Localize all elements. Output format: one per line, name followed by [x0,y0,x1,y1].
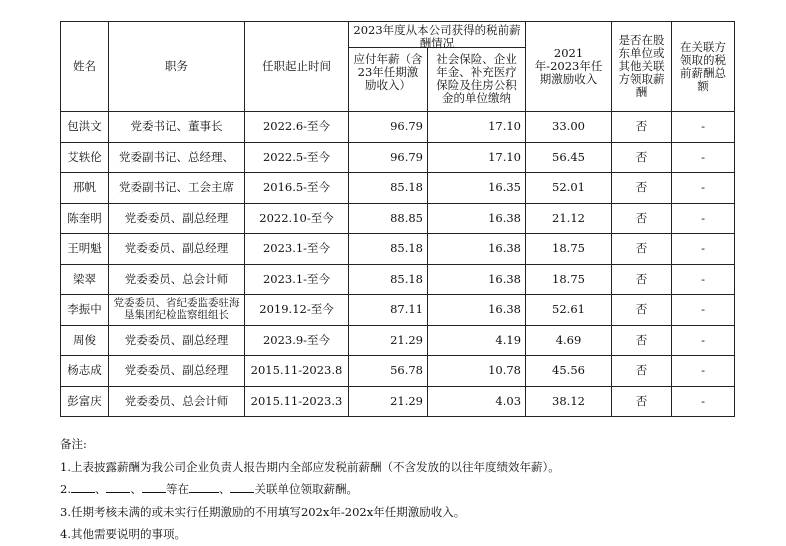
table-row [61,173,735,204]
cell-name: 周俊 [61,325,109,356]
cell-related: 否 [612,203,672,234]
cell-social: 17.10 [428,142,526,173]
header-position: 职务 [109,22,245,112]
cell-related: 否 [612,356,672,387]
blank-field [106,481,130,493]
cell-incentive: 18.75 [526,234,612,265]
cell-social: 10.78 [428,356,526,387]
cell-related-total: - [672,173,735,204]
cell-salary: 85.18 [349,234,428,265]
cell-incentive: 21.12 [526,203,612,234]
cell-position: 党委委员、副总经理 [109,356,245,387]
table-row [61,356,735,387]
header-name: 姓名 [61,22,109,112]
header-2023-group: 2023年度从本公司获得的税前薪酬情况 [349,22,526,48]
cell-salary: 56.78 [349,356,428,387]
blank-field [142,481,166,493]
cell-salary: 21.29 [349,386,428,417]
header-related: 是否在股东单位或其他关联方领取薪酬 [612,22,672,112]
cell-term: 2023.9-至今 [245,325,349,356]
table-row [61,142,735,173]
cell-social: 16.38 [428,203,526,234]
cell-incentive: 56.45 [526,142,612,173]
cell-related-total: - [672,295,735,326]
cell-term: 2022.10-至今 [245,203,349,234]
note-3: 3.任期考核未满的或未实行任期激励的不用填写202x年-202x年任期激励收入。 [60,504,466,519]
cell-related: 否 [612,142,672,173]
notes-title: 备注: [60,437,87,451]
header-related-total: 在关联方领取的税前薪酬总额 [672,22,735,112]
salary-table [60,21,735,417]
header-social: 社会保险、企业年金、补充医疗保险及住房公积金的单位缴纳 [428,48,526,112]
table-row [61,112,735,143]
cell-position: 党委委员、副总经理 [109,234,245,265]
cell-position: 党委委员、省纪委监委驻海垦集团纪检监察组组长 [109,295,245,326]
cell-related: 否 [612,173,672,204]
notes [60,433,560,546]
cell-position: 党委书记、董事长 [109,112,245,143]
cell-related: 否 [612,234,672,265]
table-header [61,22,735,112]
note-1: 1.上表披露薪酬为我公司企业负责人报告期内全部应发税前薪酬（不含发放的以往年度绩效年薪）。 [60,459,560,474]
cell-related-total: - [672,203,735,234]
cell-term: 2023.1-至今 [245,264,349,295]
table-row [61,386,735,417]
cell-name: 艾轶伦 [61,142,109,173]
cell-related-total: - [672,264,735,295]
blank-field [71,481,95,493]
cell-position: 党委委员、副总经理 [109,203,245,234]
cell-name: 杨志成 [61,356,109,387]
cell-related-total: - [672,356,735,387]
header-incentive: 2021年-2023年任期激励收入 [526,22,612,112]
cell-incentive: 18.75 [526,264,612,295]
table-body [61,112,735,417]
cell-position: 党委副书记、工会主席 [109,173,245,204]
cell-salary: 85.18 [349,264,428,295]
cell-term: 2016.5-至今 [245,173,349,204]
blank-field [189,481,219,493]
cell-name: 王明魁 [61,234,109,265]
cell-social: 16.38 [428,264,526,295]
cell-social: 4.03 [428,386,526,417]
cell-term: 2022.6-至今 [245,112,349,143]
cell-social: 16.35 [428,173,526,204]
cell-term: 2015.11-2023.8 [245,356,349,387]
cell-term: 2019.12-至今 [245,295,349,326]
cell-salary: 96.79 [349,142,428,173]
header-salary: 应付年薪（含23年任期激励收入） [349,48,428,112]
table-row [61,234,735,265]
table-row [61,295,735,326]
table-row [61,325,735,356]
cell-incentive: 52.61 [526,295,612,326]
note-4: 4.其他需要说明的事项。 [60,527,186,541]
cell-position: 党委委员、总会计师 [109,386,245,417]
cell-social: 16.38 [428,295,526,326]
cell-social: 16.38 [428,234,526,265]
cell-name: 陈奎明 [61,203,109,234]
cell-incentive: 33.00 [526,112,612,143]
cell-position: 党委委员、副总经理 [109,325,245,356]
cell-name: 李振中 [61,295,109,326]
cell-name: 包洪文 [61,112,109,143]
cell-incentive: 4.69 [526,325,612,356]
cell-related: 否 [612,325,672,356]
cell-related: 否 [612,112,672,143]
cell-term: 2023.1-至今 [245,234,349,265]
cell-name: 邢帆 [61,173,109,204]
cell-salary: 88.85 [349,203,428,234]
cell-salary: 21.29 [349,325,428,356]
cell-incentive: 38.12 [526,386,612,417]
cell-related-total: - [672,112,735,143]
cell-related-total: - [672,325,735,356]
cell-term: 2015.11-2023.3 [245,386,349,417]
cell-related: 否 [612,295,672,326]
cell-social: 4.19 [428,325,526,356]
cell-position: 党委副书记、总经理、 [109,142,245,173]
cell-salary: 85.18 [349,173,428,204]
cell-related-total: - [672,386,735,417]
cell-incentive: 45.56 [526,356,612,387]
cell-related: 否 [612,386,672,417]
cell-related-total: - [672,142,735,173]
cell-name: 彭富庆 [61,386,109,417]
table-row [61,203,735,234]
note-2: 2. 、 、 等在 、 关联单位领取薪酬。 [60,482,358,496]
cell-related-total: - [672,234,735,265]
cell-incentive: 52.01 [526,173,612,204]
cell-related: 否 [612,264,672,295]
cell-term: 2022.5-至今 [245,142,349,173]
cell-social: 17.10 [428,112,526,143]
table-row [61,264,735,295]
cell-salary: 87.11 [349,295,428,326]
cell-salary: 96.79 [349,112,428,143]
blank-field [230,481,254,493]
cell-name: 梁翠 [61,264,109,295]
cell-position: 党委委员、总会计师 [109,264,245,295]
header-term: 任职起止时间 [245,22,349,112]
